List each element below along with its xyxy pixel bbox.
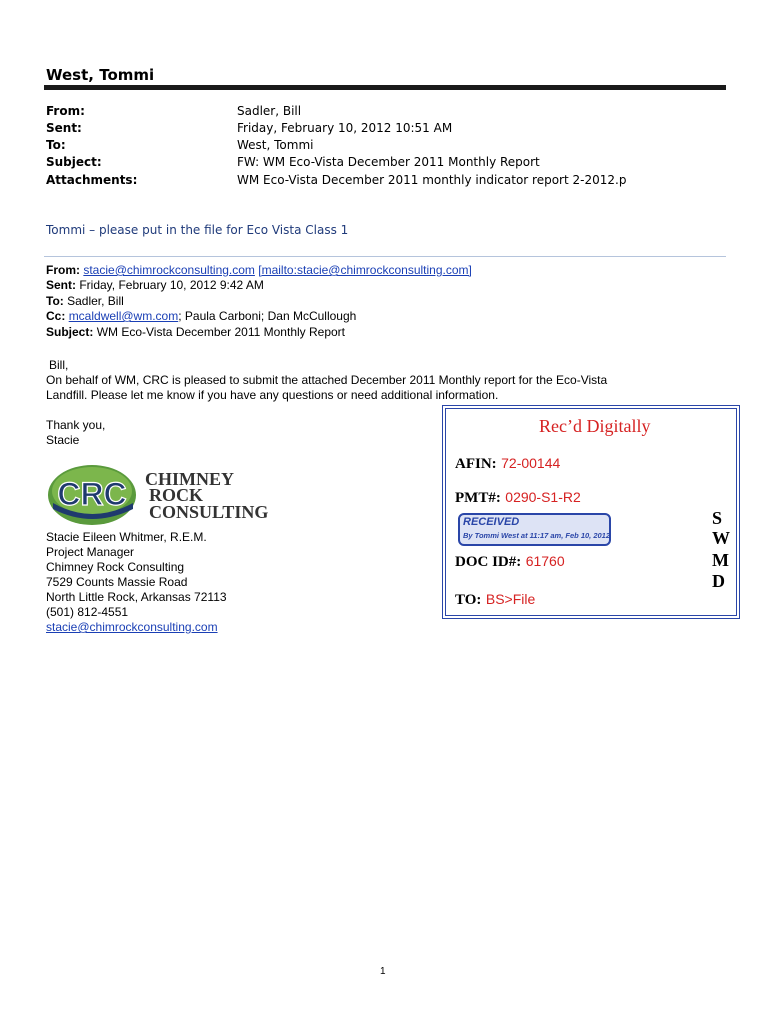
greeting: Bill, — [49, 358, 69, 372]
received-label: RECEIVED — [463, 516, 520, 528]
forwarded-subject-label: Subject: — [46, 325, 94, 339]
signature-name: Stacie Eileen Whitmer, R.E.M. — [46, 530, 207, 544]
forwarded-sent-line — [46, 278, 264, 292]
forwarded-from-line — [46, 263, 472, 277]
afin-label: AFIN: — [455, 456, 497, 472]
title-divider — [44, 85, 726, 90]
to-row — [455, 591, 535, 609]
docid-value: 61760 — [525, 553, 565, 569]
signature-phone: (501) 812-4551 — [46, 605, 129, 619]
forwarded-mailto-link[interactable]: [mailto:stacie@chimrockconsulting.com] — [258, 263, 472, 277]
forwarded-to-value: Sadler, Bill — [67, 294, 124, 308]
stamp-to-value: BS>File — [485, 591, 536, 607]
page-title: West, Tommi — [46, 66, 155, 84]
docid-row — [455, 553, 565, 571]
logo-line-3: CONSULTING — [149, 502, 269, 522]
signature-street: 7529 Counts Massie Road — [46, 575, 188, 589]
sent-value: Friday, February 10, 2012 10:51 AM — [237, 121, 453, 135]
stamp-to-label: TO: — [455, 592, 482, 608]
forwarded-subject-value: WM Eco-Vista December 2011 Monthly Report — [96, 325, 346, 339]
forwarded-cc-label: Cc: — [46, 309, 66, 323]
forwarded-sent-value: Friday, February 10, 2012 9:42 AM — [79, 278, 264, 292]
forwarded-subject-line — [46, 325, 345, 339]
subject-value: FW: WM Eco-Vista December 2011 Monthly Report — [237, 155, 540, 169]
stamp-title: Rec’d Digitally — [539, 416, 651, 436]
forwarded-from-email-link[interactable]: stacie@chimrockconsulting.com — [83, 263, 255, 277]
logo-mark: CRC — [57, 476, 127, 512]
chimney-rock-consulting-logo — [45, 463, 270, 528]
to-label: To: — [46, 138, 66, 152]
forwarded-sent-label: Sent: — [46, 278, 76, 292]
forwarded-cc-line — [46, 309, 356, 323]
pmt-row — [455, 489, 581, 507]
sender-first-name: Stacie — [46, 433, 80, 447]
from-label: From: — [46, 104, 85, 118]
body-line-1: On behalf of WM, CRC is pleased to submit the attached December 2011 Monthly report for the Eco-Vista — [46, 373, 608, 387]
side-letter-s: S — [712, 508, 723, 528]
side-letter-w: W — [712, 528, 730, 548]
received-by: By Tommi West at 11:17 am, Feb 10, 2012 — [463, 531, 611, 540]
message-separator — [44, 256, 726, 257]
pmt-value: 0290-S1-R2 — [505, 489, 581, 505]
side-letter-m: M — [712, 550, 729, 570]
forwarded-to-label: To: — [46, 294, 64, 308]
side-letter-d: D — [712, 571, 725, 591]
forwarded-from-label: From: — [46, 263, 80, 277]
afin-row — [455, 455, 560, 473]
thanks: Thank you, — [46, 418, 106, 432]
signature-email-link[interactable]: stacie@chimrockconsulting.com — [46, 620, 218, 634]
attachments-value[interactable]: WM Eco-Vista December 2011 monthly indicator report 2-2012.p — [237, 173, 627, 187]
logo-line-2: ROCK — [149, 485, 203, 505]
sent-label: Sent: — [46, 121, 82, 135]
forward-note: Tommi – please put in the file for Eco Vista Class 1 — [46, 223, 349, 237]
body-line-2: Landfill. Please let me know if you have any questions or need additional information. — [46, 388, 499, 402]
attachments-label: Attachments: — [46, 173, 138, 187]
afin-value: 72-00144 — [501, 455, 561, 471]
signature-city: North Little Rock, Arkansas 72113 — [46, 590, 227, 604]
cc-email-link[interactable]: mcaldwell@wm.com — [68, 309, 179, 323]
page-number: 1 — [380, 966, 386, 977]
from-value: Sadler, Bill — [237, 104, 302, 118]
docid-label: DOC ID#: — [455, 554, 522, 570]
logo-line-1: CHIMNEY — [145, 469, 234, 489]
signature-company: Chimney Rock Consulting — [46, 560, 185, 574]
forwarded-to-line — [46, 294, 124, 308]
received-stamp — [442, 405, 740, 619]
cc-others: ; Paula Carboni; Dan McCullough — [178, 309, 357, 323]
pmt-label: PMT#: — [455, 490, 501, 506]
signature-title: Project Manager — [46, 545, 135, 559]
to-value: West, Tommi — [237, 138, 314, 152]
subject-label: Subject: — [46, 155, 102, 169]
